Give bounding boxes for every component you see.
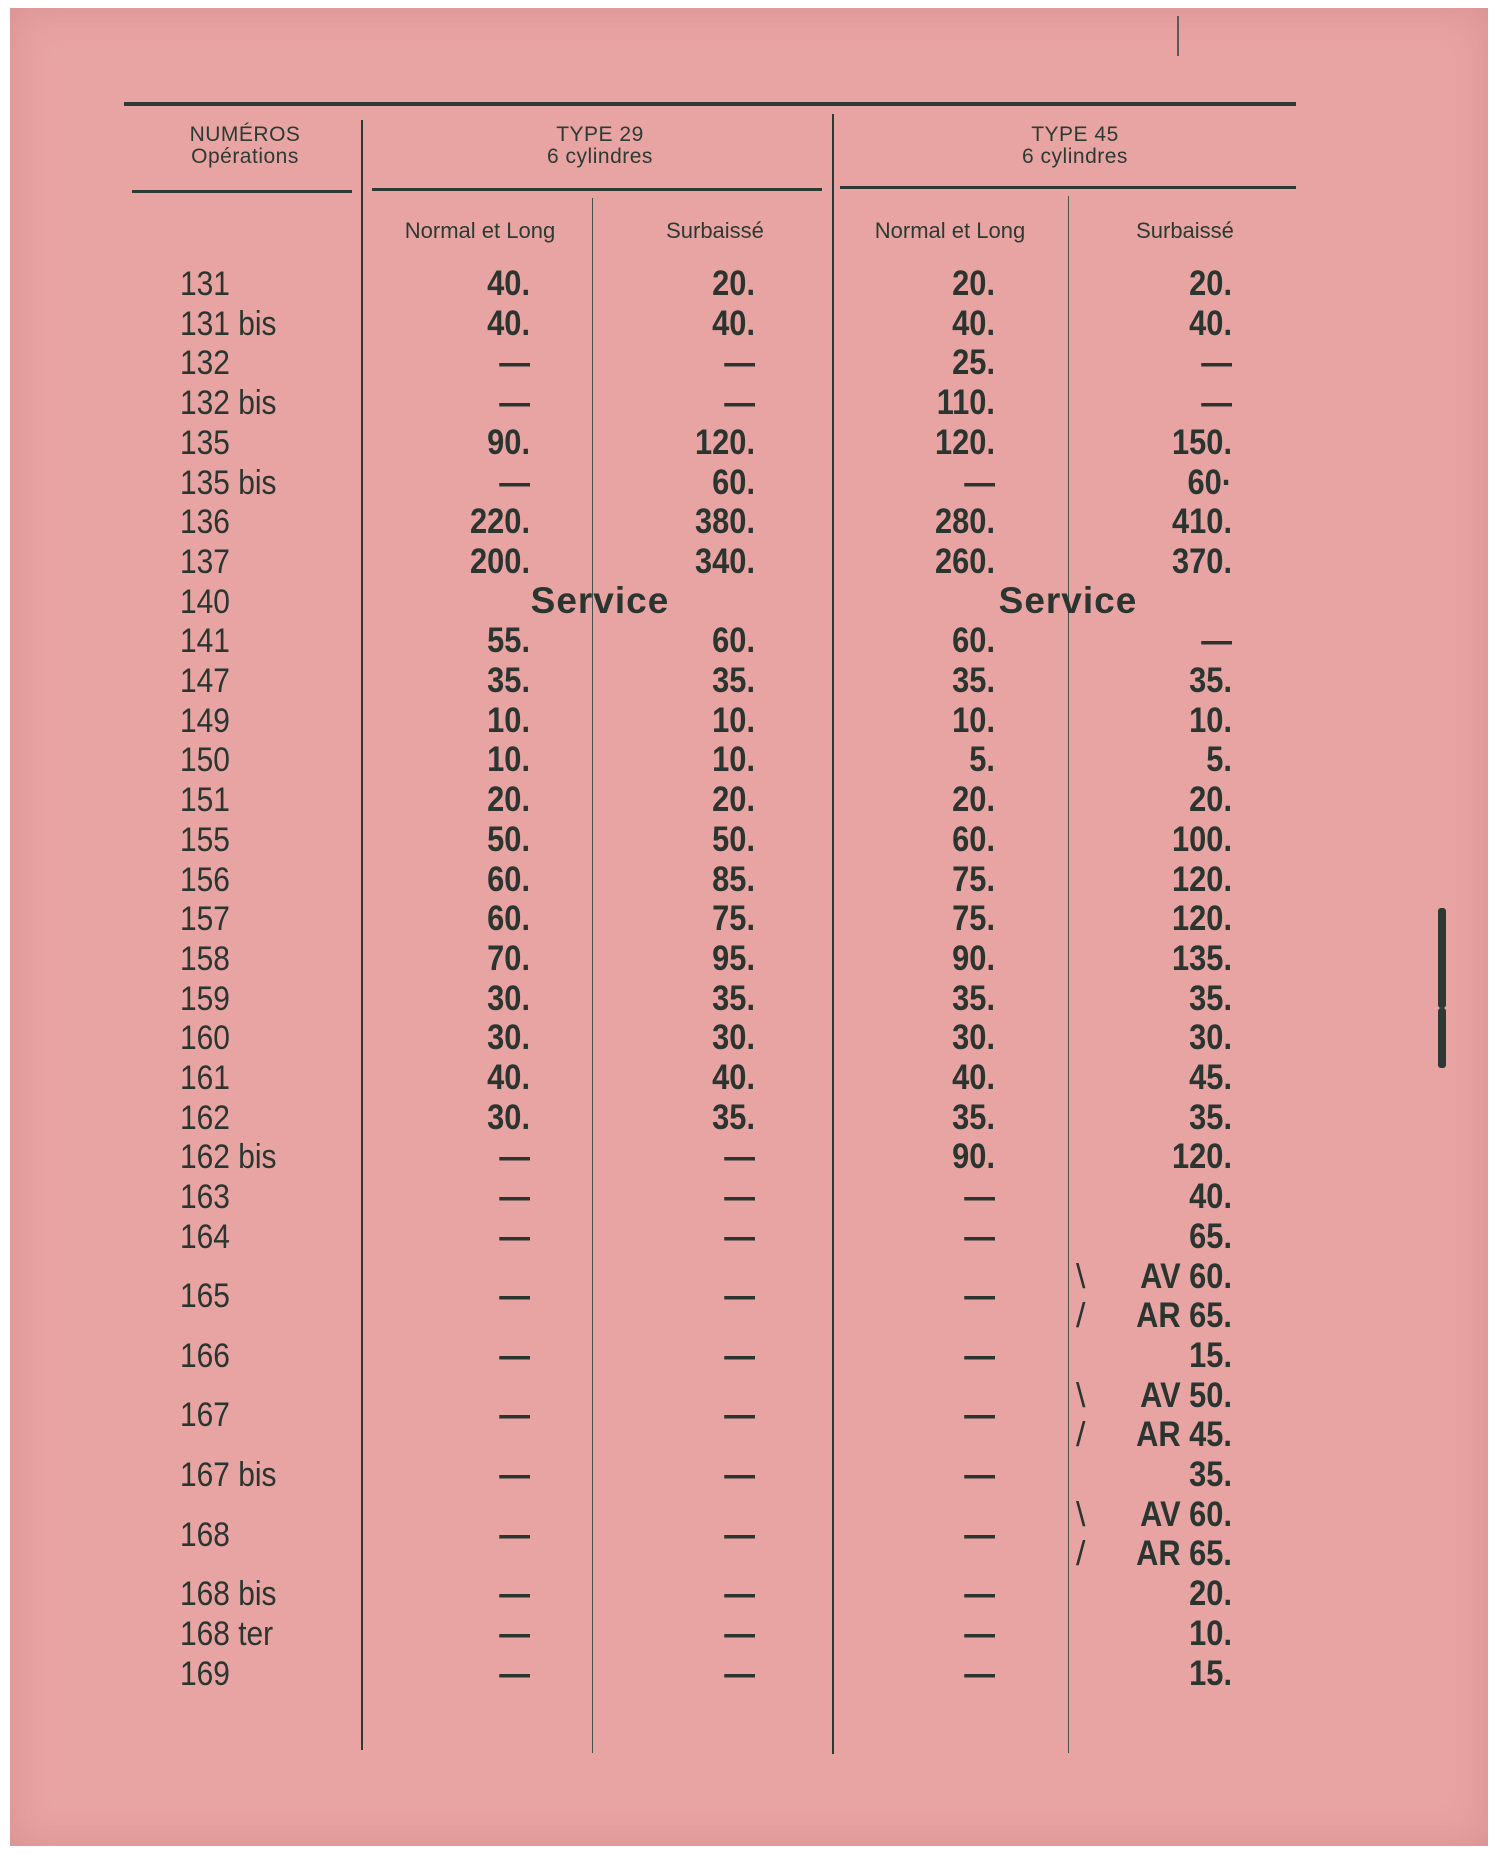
- price-cell: 10.: [952, 700, 995, 740]
- price-cell: 45.: [1189, 1058, 1232, 1097]
- price-cell: 40.: [487, 303, 530, 343]
- price-cell: 100.: [1172, 819, 1232, 859]
- price-cell: 30.: [487, 1097, 530, 1137]
- header-rule: [132, 190, 352, 193]
- price-cell: 40.: [487, 1058, 530, 1097]
- price-cell: 70.: [487, 938, 530, 978]
- operation-number: 166: [180, 1336, 230, 1375]
- price-cell: —: [964, 1177, 995, 1217]
- price-cell: 5.: [1206, 740, 1232, 780]
- numeros-label: NUMÉROS: [189, 123, 301, 146]
- price-cell: —: [499, 1514, 530, 1554]
- operation-number: 167: [180, 1396, 230, 1435]
- price-cell: 75.: [952, 899, 995, 939]
- price-cell: 35.: [712, 661, 755, 700]
- price-cell: —: [964, 462, 995, 502]
- subheader-surbaisse: Surbaissé: [666, 218, 764, 243]
- operations-label: Opérations: [191, 145, 299, 168]
- price-cell: 95.: [712, 938, 755, 978]
- price-cell: 220.: [470, 502, 530, 542]
- price-cell: 40.: [1189, 303, 1232, 343]
- price-cell: 60·: [1187, 462, 1232, 502]
- price-cell: 30.: [952, 1018, 995, 1058]
- brace-top: \: [1076, 1376, 1086, 1415]
- operation-number: 169: [180, 1654, 230, 1693]
- price-cell: 85.: [712, 859, 755, 899]
- price-cell: 25.: [952, 343, 995, 383]
- numeros-header: [130, 124, 360, 168]
- price-cell: 40.: [712, 1058, 755, 1097]
- page-mark: [1177, 16, 1179, 56]
- price-cell: 20.: [487, 780, 530, 820]
- service-label: Service: [530, 579, 670, 621]
- binding-mark: [1438, 908, 1446, 1008]
- price-cell: 55.: [487, 621, 530, 661]
- top-rule: [124, 102, 1296, 106]
- price-cell: 30.: [712, 1018, 755, 1058]
- price-cell: —: [724, 343, 755, 383]
- price-cell: —: [499, 1216, 530, 1256]
- price-cell: —: [499, 1613, 530, 1653]
- price-cell: AV 50.: [1140, 1375, 1232, 1415]
- price-cell: —: [499, 1137, 530, 1177]
- price-cell: —: [499, 383, 530, 423]
- brace-top: \: [1076, 1495, 1086, 1534]
- price-cell: 10.: [1189, 700, 1232, 740]
- price-cell: —: [964, 1276, 995, 1316]
- price-cell: 120.: [1172, 1137, 1232, 1177]
- price-cell: 40.: [952, 1058, 995, 1097]
- price-cell: —: [1201, 343, 1232, 383]
- price-cell: 135.: [1172, 938, 1232, 978]
- operation-number: 131: [180, 265, 230, 303]
- price-cell: —: [724, 1613, 755, 1653]
- operation-number: 162 bis: [180, 1138, 277, 1177]
- price-cell: 120.: [695, 422, 755, 462]
- price-cell: —: [964, 1335, 995, 1375]
- price-cell: 60.: [712, 621, 755, 661]
- price-cell: 30.: [487, 978, 530, 1018]
- price-cell: 380.: [695, 502, 755, 542]
- subheader-normal-long: Normal et Long: [404, 218, 556, 243]
- price-cell: 10.: [1189, 1613, 1232, 1653]
- price-cell: —: [964, 1455, 995, 1494]
- operation-number: 131 bis: [180, 304, 277, 343]
- operation-number: 132 bis: [180, 384, 277, 423]
- binding-mark: [1438, 1008, 1446, 1068]
- price-cell: 15.: [1189, 1653, 1232, 1693]
- price-cell: 340.: [695, 541, 755, 581]
- type45-label: TYPE 45: [1031, 123, 1119, 146]
- price-cell: 10.: [487, 700, 530, 740]
- price-cell: 60.: [712, 462, 755, 502]
- price-cell: —: [964, 1574, 995, 1614]
- price-cell: 15.: [1189, 1335, 1232, 1375]
- operation-number: 136: [180, 503, 230, 542]
- price-cell: 75.: [952, 859, 995, 899]
- price-cell: 40.: [712, 303, 755, 343]
- price-cell: 5.: [969, 740, 995, 780]
- price-cell: 35.: [712, 978, 755, 1018]
- price-cell: —: [964, 1395, 995, 1435]
- price-cell: 30.: [1189, 1018, 1232, 1058]
- price-cell: 60.: [952, 819, 995, 859]
- price-cell: —: [724, 1216, 755, 1256]
- operation-number: 150: [180, 741, 230, 780]
- price-cell: 35.: [487, 661, 530, 700]
- price-cell: 50.: [712, 819, 755, 859]
- price-cell: —: [724, 1574, 755, 1614]
- price-cell: AR 65.: [1136, 1534, 1232, 1574]
- price-cell: 35.: [712, 1097, 755, 1137]
- price-cell: —: [724, 1335, 755, 1375]
- price-cell: 75.: [712, 899, 755, 939]
- operation-number: 137: [180, 542, 230, 581]
- price-cell: 20.: [1189, 780, 1232, 820]
- price-cell: 410.: [1172, 502, 1232, 542]
- price-cell: 10.: [712, 740, 755, 780]
- price-cell: 120.: [1172, 899, 1232, 939]
- price-cell: —: [964, 1216, 995, 1256]
- operation-number: 132: [180, 344, 230, 383]
- price-cell: 35.: [1189, 978, 1232, 1018]
- price-cell: 200.: [470, 541, 530, 581]
- price-cell: —: [499, 1335, 530, 1375]
- price-cell: 20.: [952, 264, 995, 303]
- price-cell: —: [499, 462, 530, 502]
- subheader-surbaisse: Surbaissé: [1136, 218, 1234, 243]
- price-cell: 280.: [935, 502, 995, 542]
- header-rule: [372, 188, 822, 191]
- operation-number: 141: [180, 622, 230, 661]
- price-cell: —: [1201, 383, 1232, 423]
- price-cell: 370.: [1172, 541, 1232, 581]
- price-cell: 20.: [952, 780, 995, 820]
- price-cell: 40.: [952, 303, 995, 343]
- type29-cylinders: 6 cylindres: [547, 145, 653, 168]
- operation-number: 135 bis: [180, 463, 277, 502]
- price-cell: —: [499, 1395, 530, 1435]
- price-cell: 20.: [712, 264, 755, 303]
- price-cell: —: [499, 1574, 530, 1614]
- price-cell: —: [1201, 621, 1232, 661]
- price-cell: 60.: [952, 621, 995, 661]
- operation-number: 140: [180, 582, 230, 621]
- column-divider: [361, 120, 363, 1750]
- price-cell: 20.: [712, 780, 755, 820]
- price-cell: 120.: [1172, 859, 1232, 899]
- price-cell: 35.: [952, 978, 995, 1018]
- price-cell: 20.: [1189, 1574, 1232, 1614]
- price-cell: 60.: [487, 899, 530, 939]
- type45-cylinders: 6 cylindres: [1022, 145, 1128, 168]
- price-cell: —: [724, 1137, 755, 1177]
- subcolumn-divider: [1068, 196, 1069, 1753]
- price-cell: —: [964, 1613, 995, 1653]
- price-cell: —: [964, 1514, 995, 1554]
- operation-number: 159: [180, 979, 230, 1018]
- price-cell: —: [724, 383, 755, 423]
- operation-number: 155: [180, 820, 230, 859]
- operation-number: 162: [180, 1098, 230, 1137]
- brace-bottom: /: [1076, 1297, 1086, 1336]
- price-cell: —: [724, 1276, 755, 1316]
- price-cell: 150.: [1172, 422, 1232, 462]
- price-cell: —: [499, 1276, 530, 1316]
- price-cell: 35.: [1189, 1097, 1232, 1137]
- price-cell: —: [724, 1653, 755, 1693]
- service-label: Service: [998, 579, 1138, 621]
- price-cell: —: [724, 1395, 755, 1435]
- price-cell: 10.: [712, 700, 755, 740]
- price-sheet: [10, 8, 1488, 1846]
- operation-number: 147: [180, 662, 230, 700]
- operation-number: 151: [180, 781, 230, 820]
- price-cell: AR 65.: [1136, 1296, 1232, 1336]
- operation-number: 135: [180, 423, 230, 462]
- price-cell: 90.: [952, 938, 995, 978]
- price-cell: 40.: [487, 264, 530, 303]
- price-cell: 10.: [487, 740, 530, 780]
- price-cell: —: [499, 1455, 530, 1494]
- price-cell: —: [499, 343, 530, 383]
- brace-bottom: /: [1076, 1416, 1086, 1455]
- operation-number: 156: [180, 860, 230, 899]
- operation-number: 167 bis: [180, 1456, 277, 1494]
- price-cell: 35.: [952, 1097, 995, 1137]
- operation-number: 168 bis: [180, 1575, 277, 1614]
- operation-number: 157: [180, 900, 230, 939]
- type45-header: [845, 124, 1305, 168]
- price-cell: 50.: [487, 819, 530, 859]
- brace-top: \: [1076, 1257, 1086, 1296]
- price-cell: —: [724, 1514, 755, 1554]
- price-cell: 20.: [1189, 264, 1232, 303]
- price-cell: 30.: [487, 1018, 530, 1058]
- price-cell: AV 60.: [1140, 1256, 1232, 1296]
- price-cell: 120.: [935, 422, 995, 462]
- operation-number: 160: [180, 1019, 230, 1058]
- column-divider: [832, 114, 834, 1754]
- operation-number: 158: [180, 939, 230, 978]
- price-cell: AR 45.: [1136, 1415, 1232, 1455]
- subheader-normal-long: Normal et Long: [874, 218, 1026, 243]
- price-cell: 90.: [487, 422, 530, 462]
- price-cell: 40.: [1189, 1177, 1232, 1217]
- price-cell: 110.: [936, 383, 995, 423]
- operation-number: 163: [180, 1178, 230, 1217]
- price-cell: —: [724, 1455, 755, 1494]
- operation-number: 149: [180, 701, 230, 740]
- operation-number: 168 ter: [180, 1614, 274, 1653]
- price-cell: 35.: [952, 661, 995, 700]
- price-cell: AV 60.: [1140, 1494, 1232, 1534]
- price-cell: 60.: [487, 859, 530, 899]
- type29-label: TYPE 29: [556, 123, 644, 146]
- operation-number: 164: [180, 1217, 230, 1256]
- brace-bottom: /: [1076, 1535, 1086, 1574]
- price-cell: 35.: [1189, 1455, 1232, 1494]
- price-cell: 260.: [935, 541, 995, 581]
- subcolumn-divider: [592, 198, 593, 1753]
- header-rule: [840, 186, 1296, 189]
- operation-number: 161: [180, 1059, 230, 1097]
- price-cell: —: [499, 1653, 530, 1693]
- price-cell: 65.: [1189, 1216, 1232, 1256]
- price-cell: —: [499, 1177, 530, 1217]
- price-cell: 90.: [952, 1137, 995, 1177]
- price-cell: 35.: [1189, 661, 1232, 700]
- operation-number: 168: [180, 1515, 230, 1554]
- operation-number: 165: [180, 1277, 230, 1316]
- type29-header: [370, 124, 830, 168]
- price-cell: —: [964, 1653, 995, 1693]
- price-cell: —: [724, 1177, 755, 1217]
